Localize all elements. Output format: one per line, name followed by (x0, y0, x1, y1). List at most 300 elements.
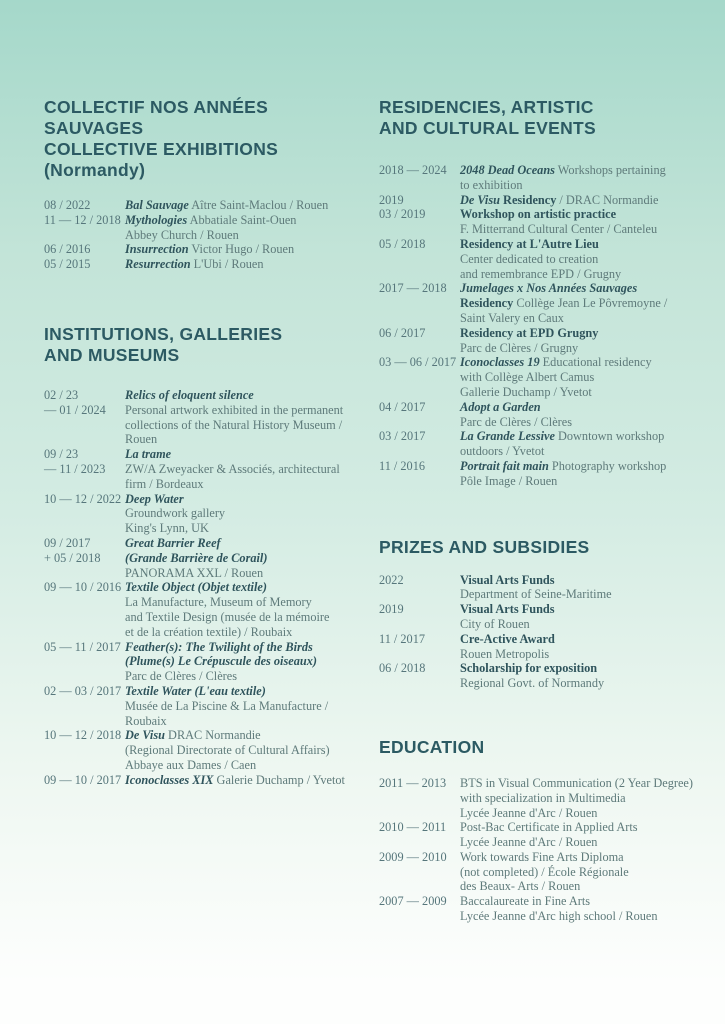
text-segment: L'Ubi / Rouen (190, 257, 264, 272)
entry-line (460, 776, 715, 791)
date-line: 2009 — 2010 (379, 849, 447, 864)
section-institutions (44, 324, 366, 788)
entry-content (460, 573, 715, 603)
entry-date (379, 207, 460, 222)
entry-row (379, 776, 715, 820)
entry-date (44, 728, 125, 743)
entry-list (379, 776, 715, 924)
date-line: 11 / 2017 (379, 631, 425, 646)
text-segment: outdoors / Yvetot (460, 444, 545, 459)
entry-line (125, 477, 366, 492)
text-segment: Feather(s): The Twilight of the Birds (125, 639, 313, 654)
entry-date (379, 400, 460, 415)
column-right (379, 0, 715, 924)
date-line: 09 — 10 / 2017 (44, 772, 122, 787)
entry-row (44, 388, 366, 447)
text-segment: Mythologies (125, 212, 188, 227)
text-segment: Visual Arts Funds (460, 602, 555, 617)
entry-line (125, 684, 366, 699)
entry-date (379, 573, 460, 588)
entry-line (125, 198, 366, 213)
entry-content (460, 776, 715, 820)
entry-date (379, 602, 460, 617)
text-segment: / DRAC Normandie (556, 192, 659, 207)
date-line: 2022 (379, 572, 404, 587)
entry-line (460, 909, 715, 924)
text-segment: Rouen Metropolis (460, 646, 550, 661)
heading-line: COLLECTIVE EXHIBITIONS (44, 139, 279, 159)
entry-line (125, 699, 366, 714)
entry-content (125, 213, 366, 243)
date-line: 03 / 2019 (379, 207, 426, 222)
text-segment: King's Lynn, UK (125, 521, 209, 536)
entry-line (460, 820, 715, 835)
section-residencies (379, 97, 715, 489)
entry-row (379, 632, 715, 662)
text-segment: Adopt a Garden (460, 399, 541, 414)
text-segment: Victor Hugo / Rouen (188, 242, 295, 257)
section-education (379, 737, 715, 924)
entry-line (460, 341, 715, 356)
entry-line (460, 178, 715, 193)
text-segment: De Visu (125, 728, 165, 743)
entry-content (460, 429, 715, 459)
text-segment: Regional Govt. of Normandy (460, 676, 605, 691)
entry-row (379, 193, 715, 208)
text-segment: Parc de Clères / Clères (460, 414, 572, 429)
entry-row (379, 661, 715, 691)
date-line: 03 / 2017 (379, 429, 426, 444)
text-segment: Parc de Clères / Clères (125, 669, 237, 684)
entry-list (379, 573, 715, 691)
entry-line (125, 403, 366, 418)
entry-line (125, 728, 366, 743)
text-segment: Saint Valery en Caux (460, 310, 564, 325)
entry-date (44, 536, 125, 566)
entry-date (44, 257, 125, 272)
entry-line (460, 879, 715, 894)
entry-row (379, 602, 715, 632)
entry-line (460, 835, 715, 850)
date-line: 02 — 03 / 2017 (44, 683, 122, 698)
text-segment: firm / Bordeaux (125, 476, 204, 491)
date-line: + 05 / 2018 (44, 550, 101, 565)
entry-date (379, 193, 460, 208)
date-line: 10 — 12 / 2022 (44, 491, 122, 506)
date-line: 06 / 2017 (379, 325, 426, 340)
text-segment: Collège Jean Le Pôvremoyne / (513, 296, 668, 311)
date-line: 2018 — 2024 (379, 163, 447, 177)
entry-row (44, 447, 366, 491)
date-line: 11 / 2016 (379, 458, 425, 473)
entry-content (125, 640, 366, 684)
entry-date (44, 684, 125, 699)
entry-row (44, 684, 366, 728)
text-segment: Pôle Image / Rouen (460, 473, 558, 488)
text-segment: Residency (460, 296, 514, 311)
text-segment: Educational residency (539, 355, 652, 370)
date-line: 10 — 12 / 2018 (44, 728, 122, 743)
text-segment: Post-Bac Certificate in Applied Arts (460, 820, 638, 835)
date-line: 11 — 12 / 2018 (44, 212, 121, 227)
entry-line (125, 492, 366, 507)
entry-line (125, 654, 366, 669)
entry-date (379, 237, 460, 252)
entry-content (460, 602, 715, 632)
entry-date (379, 163, 460, 178)
entry-row (44, 773, 366, 788)
text-segment: ZW/A Zweyacker & Associés, architectural (125, 461, 340, 476)
date-line: 08 / 2022 (44, 198, 91, 212)
entry-line (460, 632, 715, 647)
entry-content (460, 820, 715, 850)
text-segment: Visual Arts Funds (460, 572, 555, 587)
text-segment: Musée de La Piscine & La Manufacture / (125, 698, 329, 713)
text-segment: Groundwork gallery (125, 506, 226, 521)
text-segment: Residency at L'Autre Lieu (460, 236, 599, 251)
entry-list (379, 163, 715, 489)
section-heading (379, 537, 715, 558)
entry-line (125, 669, 366, 684)
date-line: 2007 — 2009 (379, 894, 447, 909)
entry-row (44, 198, 366, 213)
entry-line (460, 676, 715, 691)
entry-content (125, 257, 366, 272)
heading-line: PRIZES AND SUBSIDIES (379, 536, 590, 557)
entry-line (125, 743, 366, 758)
text-segment: Cre-Active Award (460, 631, 555, 646)
entry-line (125, 551, 366, 566)
text-segment: Aître Saint-Maclou / Rouen (188, 198, 329, 212)
text-segment: 2048 Dead Oceans (460, 163, 555, 177)
text-segment: De Visu (460, 192, 500, 207)
entry-row (379, 355, 715, 399)
date-line: 2017 — 2018 (379, 281, 447, 296)
entry-content (125, 684, 366, 728)
text-segment: Galerie Duchamp / Yvetot (213, 772, 345, 787)
entry-date (379, 429, 460, 444)
entry-date (44, 213, 125, 228)
entry-date (44, 388, 125, 418)
entry-row (44, 242, 366, 257)
entry-date (379, 850, 460, 865)
entry-line (460, 237, 715, 252)
entry-content (460, 400, 715, 430)
date-line: — 11 / 2023 (44, 461, 106, 476)
text-segment: Residency (499, 192, 557, 207)
entry-row (44, 728, 366, 772)
entry-line (460, 385, 715, 400)
entry-line (460, 193, 715, 208)
entry-line (460, 459, 715, 474)
date-line: 2019 (379, 192, 404, 207)
entry-content (125, 580, 366, 639)
text-segment: Iconoclasses 19 (460, 355, 540, 370)
entry-row (379, 237, 715, 281)
entry-row (44, 536, 366, 580)
text-segment: Photography workshop (548, 458, 667, 473)
entry-line (125, 521, 366, 536)
date-line: — 01 / 2024 (44, 402, 106, 417)
text-segment: Workshops pertaining (554, 163, 666, 177)
entry-row (379, 281, 715, 325)
text-segment: Iconoclasses XIX (125, 772, 214, 787)
entry-row (379, 573, 715, 603)
text-segment: Gallerie Duchamp / Yvetot (460, 384, 592, 399)
entry-line (460, 281, 715, 296)
text-segment: Great Barrier Reef (125, 535, 221, 550)
text-segment: Department of Seine-Maritime (460, 587, 612, 602)
text-segment: Residency at EPD Grugny (460, 325, 599, 340)
text-segment: La trame (125, 447, 172, 462)
entry-content (460, 459, 715, 489)
entry-line (460, 429, 715, 444)
entry-line (460, 415, 715, 430)
entry-row (44, 257, 366, 272)
entry-line (125, 625, 366, 640)
entry-line (460, 252, 715, 267)
entry-date (379, 355, 460, 370)
entry-line (460, 617, 715, 632)
entry-line (460, 474, 715, 489)
text-segment: Work towards Fine Arts Diploma (460, 849, 624, 864)
entry-line (125, 213, 366, 228)
entry-line (460, 207, 715, 222)
entry-line (125, 714, 366, 729)
entry-content (125, 773, 366, 788)
entry-line (125, 388, 366, 403)
entry-date (379, 894, 460, 909)
entry-line (125, 228, 366, 243)
text-segment: PANORAMA XXL / Rouen (125, 565, 264, 580)
entry-content (460, 850, 715, 894)
text-segment: Abbey Church / Rouen (125, 227, 239, 242)
date-line: 05 / 2018 (379, 236, 426, 251)
entry-row (379, 894, 715, 924)
entry-content (125, 242, 366, 257)
entry-row (44, 492, 366, 536)
text-segment: et de la création textile) / Roubaix (125, 624, 293, 639)
text-segment: des Beaux- Arts / Rouen (460, 879, 581, 894)
date-line: 06 / 2016 (44, 242, 91, 257)
entry-line (125, 640, 366, 655)
entry-date (379, 820, 460, 835)
entry-row (379, 429, 715, 459)
entry-row (379, 326, 715, 356)
entry-row (44, 580, 366, 639)
text-segment: Jumelages x Nos Années Sauvages (460, 281, 638, 296)
text-segment: Deep Water (125, 491, 184, 506)
text-segment: Roubaix (125, 713, 167, 728)
entry-row (379, 459, 715, 489)
entry-line (460, 400, 715, 415)
text-segment: Personal artwork exhibited in the permanent (125, 402, 344, 417)
text-segment: and Textile Design (musée de la mémoire (125, 609, 330, 624)
text-segment: Lycée Jeanne d'Arc / Rouen (460, 835, 598, 850)
section-heading (44, 324, 366, 366)
date-line: 09 / 2017 (44, 535, 91, 550)
entry-date (44, 198, 125, 213)
date-line: 09 — 10 / 2016 (44, 580, 122, 595)
text-segment: City of Rouen (460, 616, 530, 631)
date-line: 2011 — 2013 (379, 775, 447, 790)
entry-date (379, 632, 460, 647)
text-segment: La Grande Lessive (460, 429, 555, 444)
entry-date (379, 459, 460, 474)
entry-content (460, 661, 715, 691)
text-segment: Portrait fait main (460, 458, 549, 473)
entry-line (125, 506, 366, 521)
section-heading (379, 737, 715, 758)
entry-line (460, 647, 715, 662)
heading-line: AND CULTURAL EVENTS (379, 118, 596, 138)
entry-date (379, 661, 460, 676)
text-segment: Downtown workshop (554, 429, 665, 444)
entry-content (125, 388, 366, 447)
heading-line: RESIDENCIES, ARTISTIC (379, 97, 594, 117)
entry-line (460, 444, 715, 459)
date-line: 03 — 06 / 2017 (379, 355, 457, 370)
entry-row (379, 400, 715, 430)
text-segment: (Grande Barrière de Corail) (125, 550, 268, 565)
entry-line (460, 661, 715, 676)
entry-date (379, 281, 460, 296)
entry-date (44, 447, 125, 477)
entry-date (379, 776, 460, 791)
entry-line (460, 850, 715, 865)
text-segment: Relics of eloquent silence (125, 387, 254, 402)
entry-line (125, 242, 366, 257)
heading-line: EDUCATION (379, 736, 485, 757)
entry-content (125, 728, 366, 772)
entry-line (125, 610, 366, 625)
heading-line: AND MUSEUMS (44, 344, 180, 365)
entry-content (460, 163, 715, 193)
entry-line (460, 602, 715, 617)
entry-line (460, 587, 715, 602)
entry-date (44, 580, 125, 595)
text-segment: Baccalaureate in Fine Arts (460, 894, 591, 909)
entry-line (460, 355, 715, 370)
section-collective_exhibitions (44, 97, 366, 272)
text-segment: Resurrection (125, 257, 191, 272)
heading-line: COLLECTIF NOS ANNÉES SAUVAGES (44, 97, 269, 138)
entry-row (379, 163, 715, 193)
date-line: 06 / 2018 (379, 661, 426, 676)
entry-date (44, 773, 125, 788)
entry-line (460, 865, 715, 880)
entry-row (44, 640, 366, 684)
date-line: 04 / 2017 (379, 399, 426, 414)
entry-line (125, 418, 366, 448)
entry-line (125, 595, 366, 610)
date-line: 2010 — 2011 (379, 820, 447, 835)
text-segment: (Regional Directorate of Cultural Affairs) (125, 743, 330, 758)
text-segment: Textile Object (Objet textile) (125, 580, 267, 595)
entry-date (44, 242, 125, 257)
text-segment: and remembrance EPD / Grugny (460, 266, 622, 281)
date-line: 05 / 2015 (44, 257, 91, 272)
entry-date (44, 492, 125, 507)
entry-line (125, 773, 366, 788)
entry-row (44, 213, 366, 243)
text-segment: collections of the Natural History Museum / Rouen (125, 417, 343, 447)
entry-content (460, 207, 715, 237)
entry-line (460, 573, 715, 588)
entry-list (44, 388, 366, 788)
text-segment: Abbatiale Saint-Ouen (187, 212, 297, 227)
date-line: 09 / 23 (44, 447, 79, 462)
entry-content (125, 536, 366, 580)
text-segment: Bal Sauvage (125, 198, 189, 212)
entry-line (125, 580, 366, 595)
section-heading (379, 97, 715, 139)
text-segment: La Manufacture, Museum of Memory (125, 595, 312, 610)
heading-line: (Normandy) (44, 160, 146, 180)
entry-line (460, 267, 715, 282)
text-segment: Parc de Clères / Grugny (460, 340, 579, 355)
text-segment: BTS in Visual Communication (2 Year Degree) (460, 775, 693, 790)
entry-line (125, 758, 366, 773)
text-segment: (not completed) / École Régionale (460, 864, 629, 879)
entry-content (460, 894, 715, 924)
text-segment: DRAC Normandie (164, 728, 261, 743)
entry-content (125, 198, 366, 213)
entry-line (125, 447, 366, 462)
entry-list (44, 198, 366, 272)
text-segment: to exhibition (460, 177, 523, 192)
entry-content (125, 447, 366, 491)
entry-content (460, 237, 715, 281)
entry-line (460, 326, 715, 341)
entry-content (125, 492, 366, 536)
entry-line (460, 791, 715, 806)
heading-line: INSTITUTIONS, GALLERIES (44, 323, 283, 344)
text-segment: Lycée Jeanne d'Arc / Rouen (460, 805, 598, 820)
text-segment: with specialization in Multimedia (460, 790, 626, 805)
text-segment: (Plume(s) Le Crépuscule des oiseaux) (125, 654, 317, 669)
entry-content (460, 281, 715, 325)
text-segment: with Collège Albert Camus (460, 370, 595, 385)
entry-content (460, 632, 715, 662)
text-segment: Textile Water (L'eau textile) (125, 683, 266, 698)
entry-line (460, 311, 715, 326)
section-heading (44, 97, 366, 181)
section-prizes (379, 537, 715, 691)
entry-line (125, 566, 366, 581)
entry-line (460, 370, 715, 385)
entry-line (460, 296, 715, 311)
entry-date (379, 326, 460, 341)
text-segment: Center dedicated to creation (460, 251, 599, 266)
entry-date (44, 640, 125, 655)
entry-line (460, 222, 715, 237)
entry-line (460, 806, 715, 821)
entry-content (460, 193, 715, 208)
entry-line (460, 163, 715, 178)
entry-line (125, 257, 366, 272)
text-segment: Workshop on artistic practice (460, 207, 617, 222)
text-segment: Scholarship for exposition (460, 661, 598, 676)
entry-content (460, 355, 715, 399)
text-segment: F. Mitterrand Cultural Center / Canteleu (460, 222, 658, 237)
date-line: 2019 (379, 602, 404, 617)
date-line: 05 — 11 / 2017 (44, 639, 121, 654)
entry-row (379, 820, 715, 850)
entry-row (379, 207, 715, 237)
date-line: 02 / 23 (44, 387, 79, 402)
entry-line (125, 462, 366, 477)
